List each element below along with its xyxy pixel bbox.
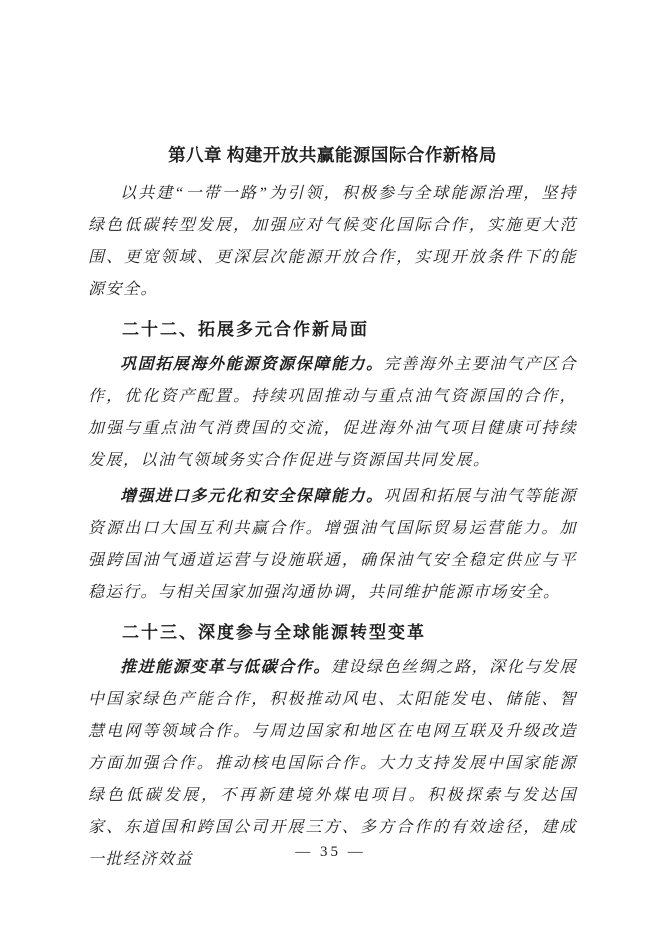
paragraph-22-2-text: 巩固和拓展与油气等能源资源出口大国互利共赢合作。增强油气国际贸易运营能力。加强跨国油气通道运营与设施联通，确保油气安全稳定供应与平稳运行。与相关国家加强沟通协调，共同维护能源市场安全。 — [88, 488, 577, 601]
section-heading-23: 二十三、深度参与全球能源转型变革 — [122, 623, 426, 642]
paragraph-22-2-lead: 增强进口多元化和安全保障能力。 — [120, 488, 384, 505]
section-heading-22: 二十二、拓展多元合作新局面 — [122, 320, 369, 339]
paragraph-22-2 — [88, 481, 577, 609]
intro-paragraph: 以共建“一带一路”为引领，积极参与全球能源治理，坚持绿色低碳转型发展，加强应对气候变化国际合作，实施更大范围、更宽领域、更深层次能源开放合作，实现开放条件下的能源安全。 — [88, 185, 577, 298]
paragraph-23-1-lead: 推进能源变革与低碳合作。 — [120, 659, 331, 676]
chapter-title: 第八章 构建开放共赢能源国际合作新格局 — [168, 145, 497, 165]
paragraph-22-1-lead: 巩固拓展海外能源资源保障能力。 — [120, 356, 384, 373]
paragraph-22-1-text: 完善海外主要油气产区合作，优化资产配置。持续巩固推动与重点油气资源国的合作，加强与重点油气消费国的交流，促进海外油气项目健康可持续发展，以油气领域务实合作促进与资源国共同发展。 — [88, 356, 577, 469]
paragraph-23-1 — [88, 652, 577, 876]
paragraph-23-1-text: 建设绿色丝绸之路，深化与发展中国家绿色产能合作，积极推动风电、太阳能发电、储能、智慧电网等领域合作。与周边国家和地区在电网互联及升级改造方面加强合作。推动核电国际合作。大力支持发展中国家能源绿色低碳发展，不再新建境外煤电项目。积极探索与发达国家、东道国和跨国公司开展三方、多方合作的有效途径，建成一批经济效益 — [88, 659, 577, 868]
paragraph-22-1 — [88, 349, 577, 477]
page-number: — 35 — — [295, 844, 366, 860]
